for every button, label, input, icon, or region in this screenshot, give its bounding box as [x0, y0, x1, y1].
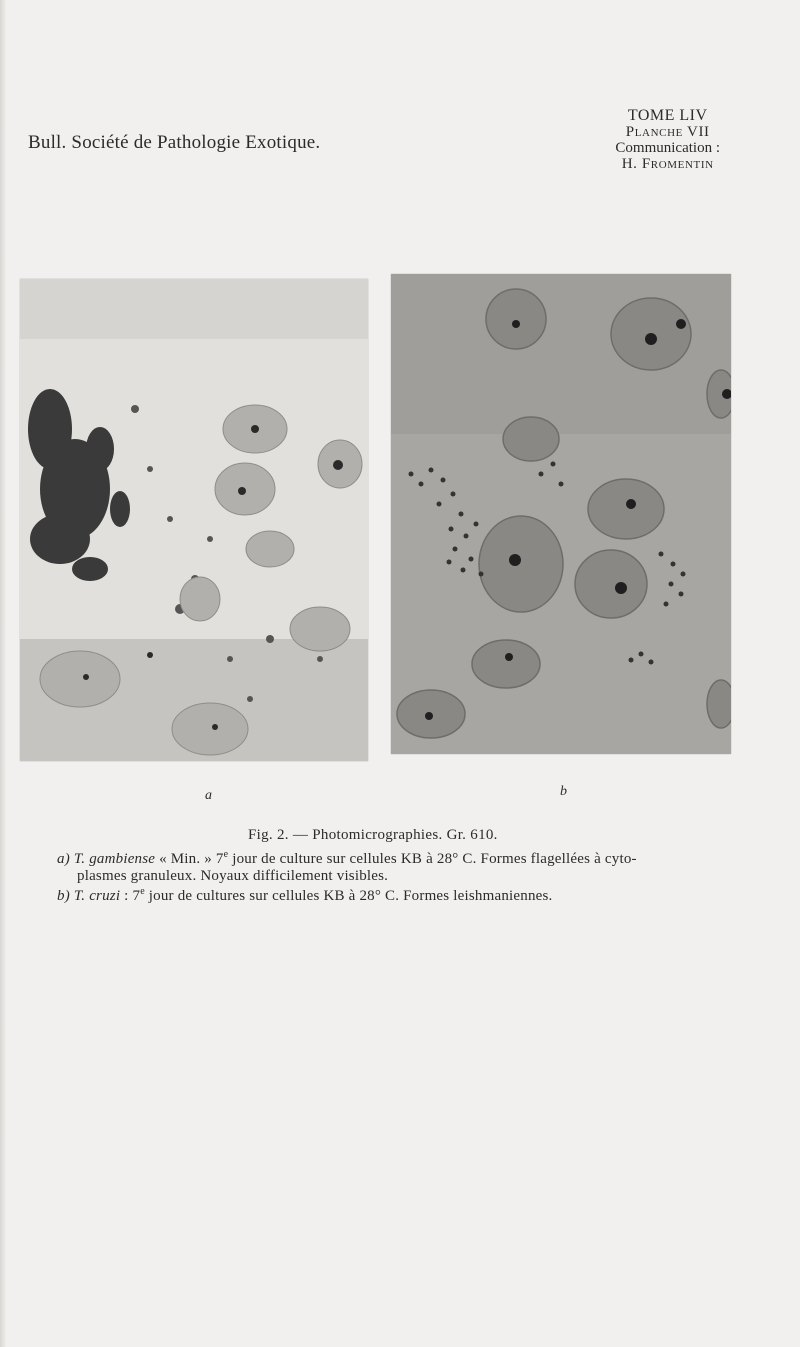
photomicrograph-b [391, 274, 731, 754]
photomicrograph-a-image [20, 279, 368, 761]
caption-b-species: T. cruzi [73, 888, 121, 904]
communication-label: Communication : [615, 140, 720, 156]
caption-b-marker: b) [57, 888, 70, 904]
caption-a-marker: a) [57, 851, 70, 867]
caption-title: Fig. 2. — Photomicrographies. Gr. 610. [248, 827, 498, 843]
caption-a-day: 7e [215, 849, 229, 867]
caption-a-text-1: jour de culture sur cellules KB à 28° C. Formes flagellées à cyto- [232, 851, 637, 867]
caption-b-line [57, 888, 553, 904]
plate-header [615, 108, 720, 172]
caption-b-day: 7e [132, 886, 145, 904]
caption-a-line-2: plasmes granuleux. Noyaux difficilement visibles. [77, 868, 389, 884]
caption-a-line-1 [57, 851, 637, 867]
photomicrograph-b-image [391, 274, 731, 754]
caption-a-species: T. gambiense [73, 851, 156, 867]
caption-b-text: jour de cultures sur cellules KB à 28° C. Formes leishmaniennes. [148, 888, 553, 904]
planche-label: Planche VII [625, 124, 710, 140]
journal-title: Bull. Société de Pathologie Exotique. [28, 132, 321, 153]
figure-label-b: b [560, 784, 567, 799]
photomicrograph-a [20, 279, 368, 761]
tome-label: TOME LIV [627, 107, 708, 124]
caption-a-strain: « Min. » [159, 851, 212, 867]
page-edge [0, 0, 6, 1347]
figure-label-a: a [205, 788, 212, 803]
caption-b-separator: : [124, 888, 129, 904]
author-label: H. Fromentin [621, 156, 714, 172]
